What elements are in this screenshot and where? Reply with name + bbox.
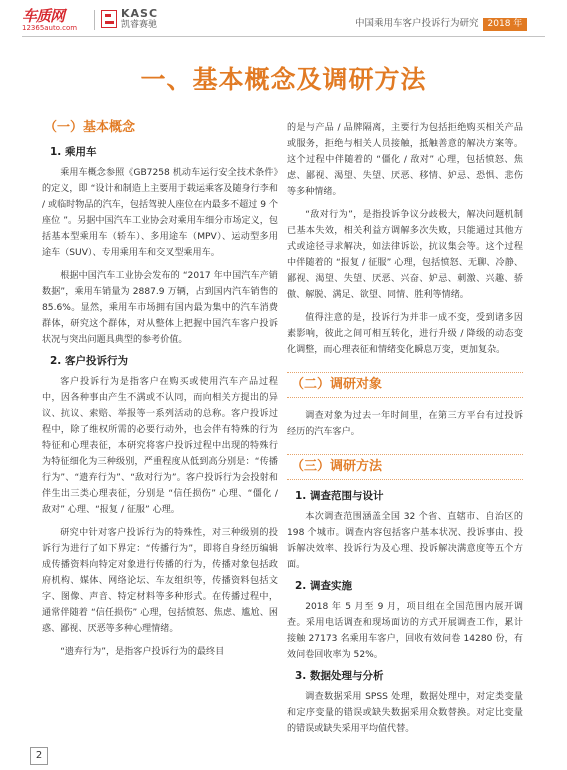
- right-column: [287, 120, 523, 744]
- header-rule: [22, 36, 545, 37]
- kasc-mark-icon: [101, 10, 117, 28]
- page-title: 一、基本概念及调研方法: [140, 65, 427, 94]
- paragraph: “遗弃行为”，是指客户投诉行为的最终目: [60, 647, 225, 657]
- paragraph: 调查对象为过去一年时间里，在第三方平台有过投诉经历的汽车客户。: [287, 411, 523, 437]
- paragraph: 根据中国汽车工业协会发布的 “2017 年中国汽车产销数据”，乘用车销量为 2887.9 万辆，占到国内汽车销售的 85.6%。显然，乘用车市场拥有国内最为集中的汽车消费群体，研究这个群体，对从整体上把握中国汽车客户投诉状况与突出问题具典型的参考价值。: [42, 271, 278, 345]
- paragraph: “敌对行为”，是指投诉争议分歧极大，解决问题机制已基本失效，相关利益方调解多次失败，只能通过其他方式或途径寻求解决，如法律诉讼，抗议集会等。这个过程中伴随着的 “报复 / 征服” 心理，包括愤怒、无聊、冷静、鄙视、渴望、失望、厌恶、兴奋、妒忌、刺激、兴趣、骄傲、解脱、满足、欲望、同情、胜利等情绪。: [287, 210, 523, 300]
- kasc-logo-en: KASC: [121, 7, 159, 20]
- year-badge: 2018 年: [483, 18, 528, 31]
- paragraph: 的是与产品 / 品牌隔离，主要行为包括拒绝购买相关产品或服务，拒绝与相关人员接触，抵触善意的解决方案等。这个过程中伴随着的 “僵化 / 敌对” 心理，包括愤怒、焦虑、鄙视、渴望、失望、厌恶、移情、妒忌、恐惧、悲伤等多种情绪。: [287, 123, 523, 197]
- subheading-data-processing: 3. 数据处理与分析: [295, 670, 384, 682]
- paragraph: 值得注意的是，投诉行为并非一成不变，受到诸多因素影响，彼此之间可相互转化，进行升级 / 降级的动态变化调整，而心理表征和情绪变化瞬息万变，更加复杂。: [287, 313, 523, 355]
- subheading-complaint-behavior: 2. 客户投诉行为: [50, 355, 128, 367]
- page-header: [0, 0, 567, 40]
- paragraph: 调查数据采用 SPSS 处理，数据处理中，对定类变量和定序变量的错误或缺失数据采用众数替换。对定比变量的错误或缺失采用平均值代替。: [287, 692, 523, 734]
- section-heading-basic-concepts: （一）基本概念: [44, 120, 136, 135]
- carquality-logo-text: 车质网: [22, 7, 65, 25]
- paragraph: 2018 年 5 月至 9 月，项目组在全国范围内展开调查。采用电话调查和现场面访的方式开展调查工作，累计接触 27173 名乘用车客户，回收有效问卷 14280 份，有效问卷回收率为 52%。: [287, 602, 523, 660]
- carquality-logo-url: 12365auto.com: [22, 24, 78, 32]
- subheading-passenger-car: 1. 乘用车: [50, 146, 97, 158]
- section-heading-research-methods: （三）调研方法: [287, 454, 523, 480]
- carquality-logo: [22, 8, 92, 34]
- kasc-logo-cn: 凯睿赛驰: [121, 20, 158, 30]
- paragraph: 本次调查范围涵盖全国 32 个省、直辖市、自治区的 198 个城市。调查内容包括客户基本状况、投诉事由、投诉解决效率、投诉行为及心理、投诉解决满意度等五个方面。: [287, 512, 523, 570]
- page-footer: [30, 747, 48, 765]
- paragraph: 客户投诉行为是指客户在购买或使用汽车产品过程中，因各种事由产生不满或不认同，而向相关方提出的异议、抗议、索赔、举报等一系列活动的总称。客户投诉过程中，除了维权所需的必要行动外，也会伴有特殊的行为特征和心理表征，本研究将客户投诉过程中出现的特殊行为特征细化为三种级别，严重程度从低到高分别是：“传播行为”、“遗弃行为”、“敌对行为”。客户投诉行为会投射和伴生出三类心理表征，分别是 “信任损伤” 心理、“僵化 / 敌对” 心理、“报复 / 征服” 心理。: [42, 377, 278, 515]
- subheading-survey-scope: 1. 调查范围与设计: [295, 490, 384, 502]
- report-title-text: 中国乘用车客户投诉行为研究: [355, 18, 479, 29]
- page-number: 2: [30, 747, 48, 765]
- left-column: [42, 120, 278, 667]
- section-heading-research-subjects: （二）调研对象: [287, 372, 523, 398]
- subheading-survey-implementation: 2. 调查实施: [295, 580, 352, 592]
- paragraph: 研究中针对客户投诉行为的特殊性，对三种级别的投诉行为进行了如下界定：“传播行为”，即将自身经历编辑成传播资料向特定对象进行传播的行为，传播对象包括政府机构、媒体、网络论坛、车友组织等，传播资料包括文字、图像、声音、特定材料等多种形式。在传播过程中，通常伴随着 “信任损伤” 心理，包括愤怒、焦虑、尴尬、困惑、鄙视、厌恶等多种心理情绪。: [42, 528, 278, 634]
- paragraph: 乘用车概念参照《GB7258 机动车运行安全技术条件》的定义，即 “设计和制造上主要用于载运乘客及随身行李和 / 或临时物品的汽车，包括驾驶人座位在内最多不超过 9 个座位 ”。另据中国汽车工业协会对乘用车细分市场定义，包括基本型乘用车（轿车）、多用途车（MPV）、运动型多用途车（SUV）、专用乘用车和交叉型乘用车。: [42, 168, 278, 258]
- report-title: [355, 15, 527, 31]
- logo-divider: [94, 10, 95, 30]
